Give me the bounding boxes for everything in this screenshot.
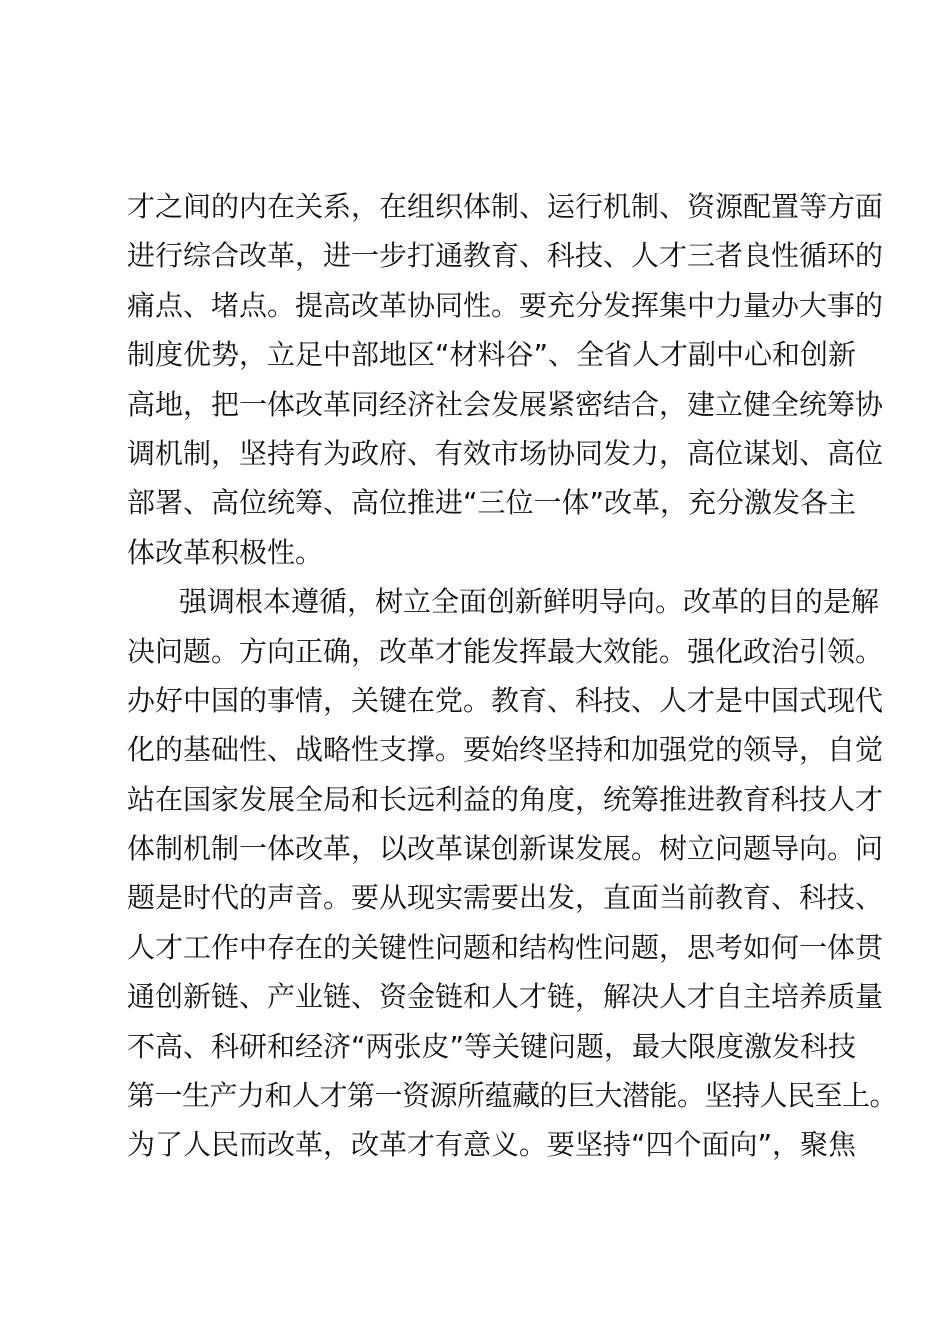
text-line: 强调根本遵循，树立全面创新鲜明导向。改革的目的是解 bbox=[179, 585, 880, 619]
text-line: 体改革积极性。 bbox=[127, 535, 324, 569]
body-text bbox=[127, 182, 898, 1170]
text-line: 体制机制一体改革，以改革谋创新谋发展。树立问题导向。问 bbox=[127, 832, 884, 866]
text-line: 决问题。方向正确，改革才能发挥最大效能。强化政治引领。 bbox=[127, 634, 884, 668]
text-line: 人才工作中存在的关键性问题和结构性问题，思考如何一体贯 bbox=[127, 930, 884, 964]
text-line: 为了人民而改革，改革才有意义。要坚持“四个面向”，聚焦 bbox=[127, 1128, 857, 1162]
text-line: 不高、科研和经济“两张皮”等关键问题，最大限度激发科技 bbox=[127, 1029, 857, 1063]
text-line: 题是时代的声音。要从现实需要出发，直面当前教育、科技、 bbox=[127, 881, 884, 915]
text-line: 制度优势，立足中部地区“材料谷”、全省人才副中心和创新 bbox=[127, 338, 857, 372]
paragraph-2 bbox=[127, 577, 898, 1170]
text-line: 部署、高位统筹、高位推进“三位一体”改革，充分激发各主 bbox=[127, 486, 857, 520]
text-line: 痛点、堵点。提高改革协同性。要充分发挥集中力量办大事的 bbox=[127, 288, 884, 322]
paragraph-1 bbox=[127, 182, 884, 577]
text-line: 高地，把一体改革同经济社会发展紧密结合，建立健全统筹协 bbox=[127, 387, 884, 421]
text-line: 通创新链、产业链、资金链和人才链，解决人才自主培养质量 bbox=[127, 980, 884, 1014]
text-line: 办好中国的事情，关键在党。教育、科技、人才是中国式现代 bbox=[127, 683, 884, 717]
text-line: 第一生产力和人才第一资源所蕴藏的巨大潜能。坚持人民至上。 bbox=[127, 1079, 898, 1113]
text-line: 才之间的内在关系，在组织体制、运行机制、资源配置等方面 bbox=[127, 190, 884, 223]
text-line: 调机制，坚持有为政府、有效市场协同发力，高位谋划、高位 bbox=[127, 436, 884, 470]
text-line: 进行综合改革，进一步打通教育、科技、人才三者良性循环的 bbox=[127, 239, 884, 273]
text-line: 站在国家发展全局和长远利益的角度，统筹推进教育科技人才 bbox=[127, 782, 884, 816]
text-line: 化的基础性、战略性支撑。要始终坚持和加强党的领导，自觉 bbox=[127, 733, 884, 767]
